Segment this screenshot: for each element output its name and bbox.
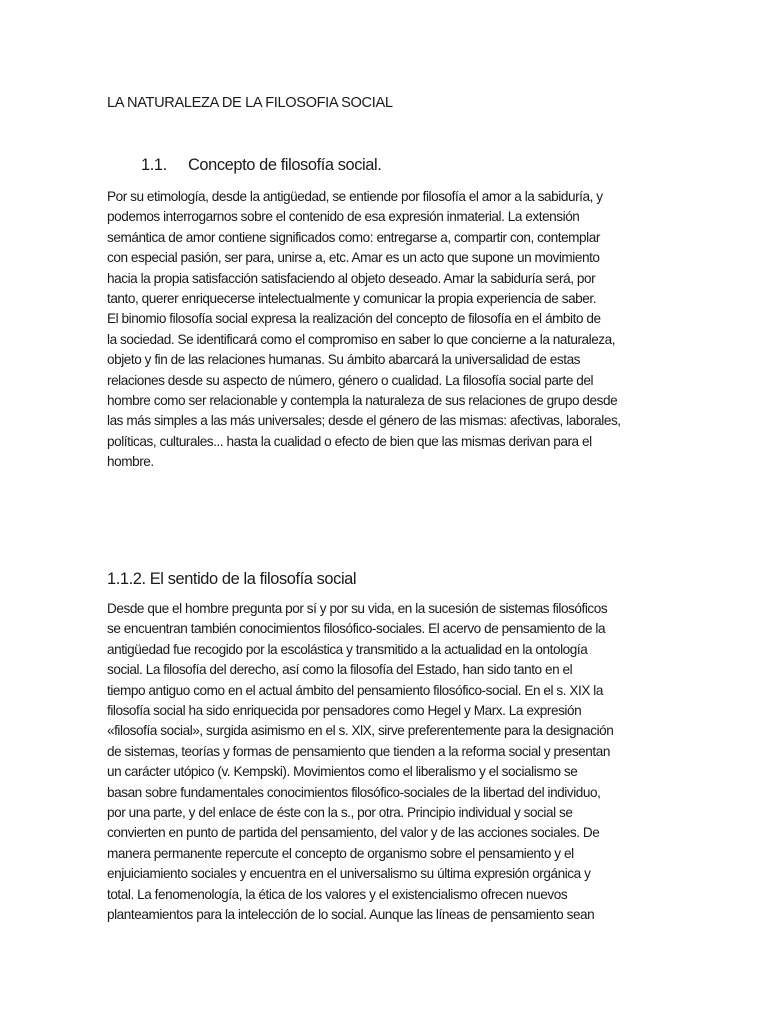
paragraph-line: podemos interrogarnos sobre el contenido de esa expresión inmaterial. La extensión: [107, 209, 580, 225]
paragraph-line: tiempo antiguo como en el actual ámbito del pensamiento filosófico-social. En el s. XIX la: [107, 682, 603, 698]
paragraph-line: enjuiciamiento sociales y encuentra en el universalismo su última expresión orgánica y: [107, 866, 591, 882]
paragraph-line: hombre.: [107, 454, 154, 470]
paragraph-line: las más simples a las más universales; desde el género de las mismas: afectivas, laborales,: [107, 413, 621, 429]
paragraph-line: con especial pasión, ser para, unirse a, etc. Amar es un acto que supone un movimiento: [107, 250, 600, 266]
paragraph-line: basan sobre fundamentales conocimientos filosófico-sociales de la libertad del individuo,: [107, 784, 601, 800]
section-1-heading: [141, 154, 381, 176]
paragraph-line: semántica de amor contiene significados como: entregarse a, compartir con, contemplar: [107, 229, 600, 245]
section-1-number: 1.1.: [141, 156, 167, 174]
paragraph-line: un carácter utópico (v. Kempski). Movimientos como el liberalismo y el socialismo se: [107, 764, 578, 780]
paragraph-line: planteamientos para la intelección de lo social. Aunque las líneas de pensamiento sean: [107, 907, 595, 923]
paragraph-line: la sociedad. Se identificará como el compromiso en saber lo que concierne a la naturaleza,: [107, 331, 616, 347]
paragraph-line: «filosofía social», surgida asimismo en el s. XlX, sirve preferentemente para la designación: [107, 723, 614, 739]
paragraph-line: manera permanente repercute el concepto de organismo sobre el pensamiento y el: [107, 845, 574, 861]
section-2-heading: 1.1.2. El sentido de la filosofía social: [107, 570, 357, 588]
paragraph-line: tanto, querer enriquecerse intelectualmente y comunicar la propia experiencia de saber.: [107, 291, 597, 307]
paragraph-line: filosofía social ha sido enriquecida por pensadores como Hegel y Marx. La expresión: [107, 703, 582, 719]
document-title: LA NATURALEZA DE LA FILOSOFIA SOCIAL: [107, 95, 393, 111]
paragraph-line: convierten en punto de partida del pensamiento, del valor y de las acciones sociales. De: [107, 825, 600, 841]
paragraph-line: por una parte, y del enlace de éste con la s., por otra. Principio individual y social se: [107, 805, 573, 821]
paragraph-line: de sistemas, teorías y formas de pensamiento que tienden a la reforma social y presentan: [107, 743, 610, 759]
paragraph-line: El binomio filosofía social expresa la realización del concepto de filosofía en el ámbito de: [107, 311, 601, 327]
paragraph-line: antigüedad fue recogido por la escolástica y transmitido a la actualidad en la ontología: [107, 641, 588, 657]
paragraph-line: hombre como ser relacionable y contempla la naturaleza de sus relaciones de grupo desde: [107, 393, 618, 409]
paragraph-line: Desde que el hombre pregunta por sí y por su vida, en la sucesión de sistemas filosóficos: [107, 601, 608, 616]
paragraph-line: hacia la propia satisfacción satisfaciendo al objeto deseado. Amar la sabiduría será, por: [107, 270, 596, 286]
paragraph-line: relaciones desde su aspecto de número, género o cualidad. La filosofía social parte del: [107, 372, 594, 388]
section-2-paragraph: [107, 599, 613, 926]
paragraph-line: social. La filosofía del derecho, así como la filosofía del Estado, han sido tanto en el: [107, 662, 573, 678]
section-1-title: Concepto de filosofía social.: [188, 156, 382, 174]
paragraph-line: total. La fenomenología, la ética de los valores y el existencialismo ofrecen nuevos: [107, 886, 568, 902]
paragraph-line: objeto y fin de las relaciones humanas. Su ámbito abarcará la universalidad de estas: [107, 352, 581, 368]
section-1-paragraph: [107, 187, 621, 473]
paragraph-line: Por su etimología, desde la antigüedad, se entiende por filosofía el amor a la sabiduría, y: [107, 189, 603, 204]
paragraph-line: políticas, culturales... hasta la cualidad o efecto de bien que las mismas derivan para el: [107, 433, 592, 449]
paragraph-line: se encuentran también conocimientos filosófico-sociales. El acervo de pensamiento de la: [107, 621, 606, 637]
